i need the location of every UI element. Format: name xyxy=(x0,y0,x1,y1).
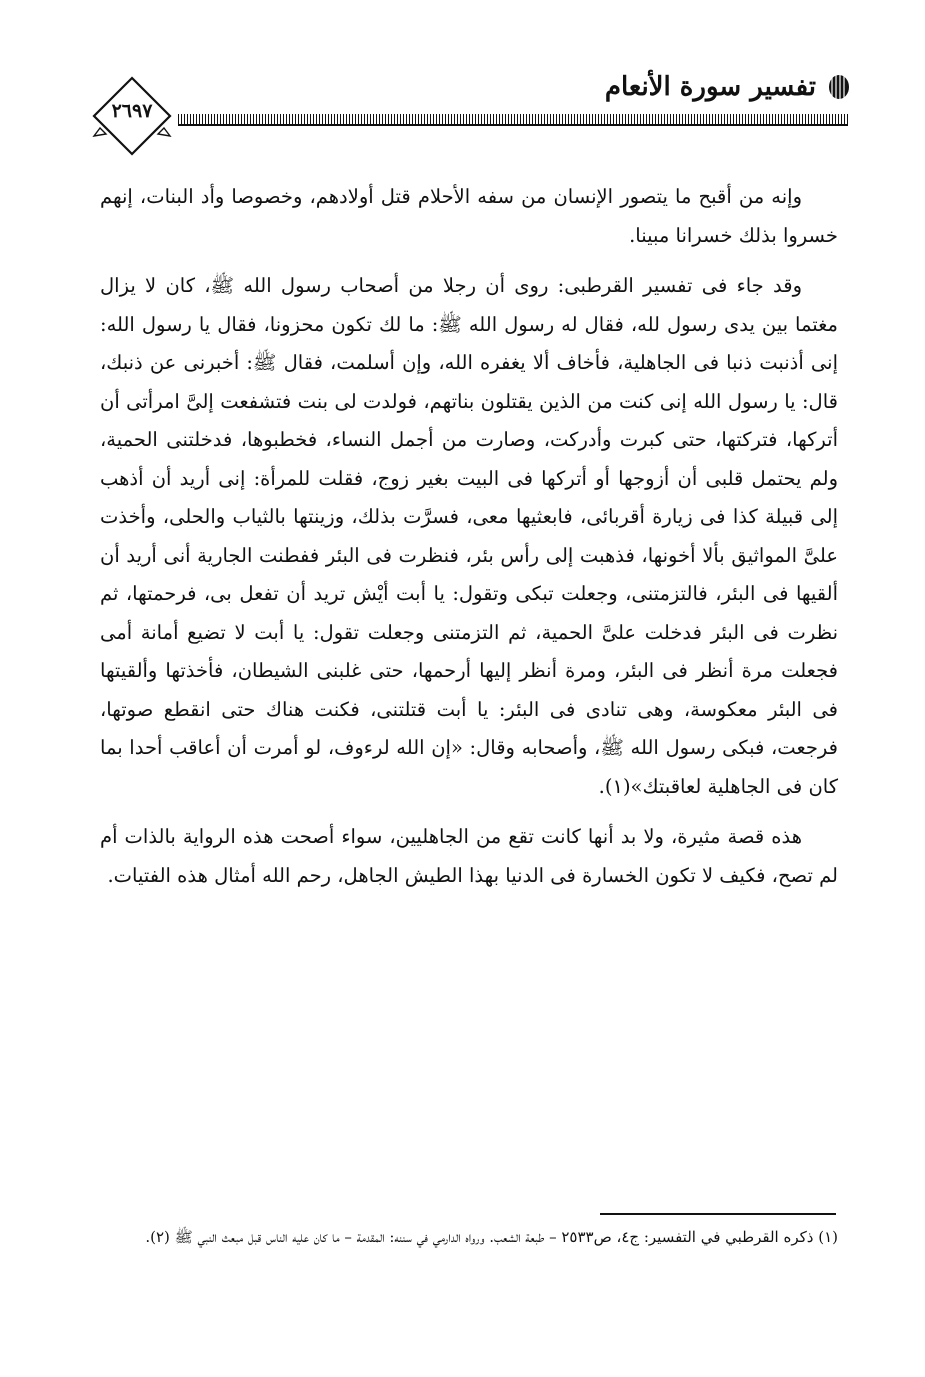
page-title: تفسير سورة الأنعام xyxy=(604,72,816,102)
page-number: ٢٦٩٧ xyxy=(111,100,153,122)
footnote: (١) ذكره القرطبي في التفسير: ج٤، ص٢٥٣٣ – طبعة الشعب. ورواه الدارمي في سننه: المقدمة – ما كان عليه الناس قبل مبعث النبي ﷺ (٢). xyxy=(145,1228,838,1246)
paragraph: هذه قصة مثيرة، ولا بد أنها كانت تقع من الجاهليين، سواء أصحت هذه الرواية بالذات أم لم تصح، فكيف لا تكون الخسارة فى الدنيا بهذا الطيش الجاهل، رحم الله أمثال هذه الفتيات. xyxy=(100,825,838,887)
ornament-icon xyxy=(828,74,850,100)
header-title-group xyxy=(605,72,850,102)
footnotes xyxy=(100,1224,838,1250)
paragraph: وإنه من أقبح ما يتصور الإنسان من سفه الأحلام قتل أولادهم، وخصوصا وأد البنات، إنهم خسروا بذلك خسرانا مبينا. xyxy=(100,185,838,247)
footnote-separator xyxy=(600,1213,836,1215)
header-rule xyxy=(178,114,848,124)
page-header xyxy=(80,68,850,163)
header-rule-line xyxy=(178,124,848,126)
main-text xyxy=(100,178,838,895)
paragraph: وقد جاء فى تفسير القرطبى: روى أن رجلا من أصحاب رسول الله ﷺ، كان لا يزال مغتما بين يدى رسول لله، فقال له رسول الله ﷺ: ما لك تكون محزونا، فقال يا رسول الله: إنى أذنبت ذنبا فى الجاهلية، فأخاف ألا يغفره الله، وإن أسلمت، فقال ﷺ: أخبرنى عن ذنبك، قال: يا رسول الله إنى كنت من الذين يقتلون بناتهم، فولدت لى بنت فتشفعت إلىَّ امرأتى أن أتركها، فتركتها، حتى كبرت وأدركت، وصارت من أجمل النساء، فخطبوها، فدخلتنى الحمية، ولم يحتمل قلبى أن أزوجها أو أتركها فى البيت بغير زوج، فقلت للمرأة: إنى أريد أن أذهب إلى قبيلة كذا فى زيارة أقربائى، فابعثيها معى، فسرَّت بذلك، وزينتها بالثياب والحلى، وأخذت علىَّ المواثيق بألا أخونها، فذهبت إلى رأس بئر، فنظرت فى البئر ففطنت الجارية أنى أريد أن ألقيها فى البئر، فالتزمتنى، وجعلت تبكى وتقول: يا أبت أيْش تريد أن تفعل بى، فرحمتها، ثم نظرت فى البئر فدخلت علىَّ الحمية، ثم التزمتنى وجعلت تقول: يا أبت لا تضيع أمانة أمى فجعلت مرة أنظر فى البئر، ومرة أنظر إليها أرحمها، حتى غلبنى الشيطان، فأخذتها وألقيتها فى البئر معكوسة، وهى تنادى فى البئر: يا أبت قتلتنى، فكنت هناك حتى انقطع صوتها، فرجعت، فبكى رسول الله ﷺ، وأصحابه وقال: «إن الله لرءوف، لو أمرت أن أعاقب أحدا بما كان فى الجاهلية لعاقبتك»(١). xyxy=(100,274,838,798)
